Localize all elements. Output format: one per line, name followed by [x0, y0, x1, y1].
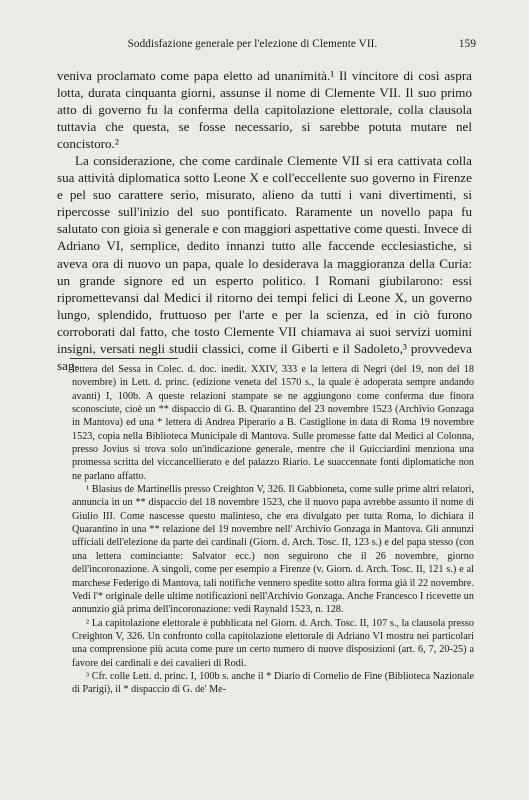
page-number: 159	[458, 38, 476, 50]
footnote-rule	[70, 358, 178, 359]
footnote: ² La capitolazione elettorale è pubblicata nel Giorn. d. Arch. Tosc. II, 107 s., la clausola presso Creighton V, 326. Un confronto colla capitolazione elettorale di Adriano VI mostra nei particolari una comprensione più acuta come pure un certo numero di nuove disposizioni (art. 6, 7, 20-25) a favore dei cardinali e dei cavalieri di Rodi.	[72, 617, 474, 669]
footnotes	[72, 363, 474, 697]
running-head: Soddisfazione generale per l'elezione di Clemente VII.	[127, 38, 378, 50]
paragraph: veniva proclamato come papa eletto ad unanimità.¹ Il vincitore di così aspra lotta, durata cinquanta giorni, assunse il nome di Clemente VII. Il suo primo atto di governo fu la conferma della capitolazione elettorale, colla clausola tuttavia che questa, se fosse necessario, si sarebbe potuta mutare nel concistoro.²	[57, 68, 472, 152]
main-text	[57, 67, 472, 374]
paragraph: La considerazione, che come cardinale Clemente VII si era cattivata colla sua attività diplomatica sotto Leone X e coll'eccellente suo governo in Firenze e pel suo carattere serio, misurato, alieno da tutti i vani divertimenti, si ripercosse sull'inizio del suo pontificato. Raramente un novello papa fu salutato con gioia sì generale e con maggiori aspettative come questi. Invece di Adriano VI, semplice, dedito innanzi tutto alle faccende ecclesiastiche, si aveva ora di nuovo un papa, quale lo desiderava la maggioranza della Curia: un grande signore ed un esperto politico. I Romani giubilarono: essi ripromettevansi dal Medici il ritorno dei tempi felici di Leone X, un governo lungo, splendido, fruttuoso per l'arte e per la scienza, ed in ciò furono corroborati dal fatto, che tosto Clemente VII chiamava ai suoi servizi uomini insigni, versati negli studii classici, come il Giberti e il Sadoleto,³ provvedeva sag-	[57, 153, 472, 373]
footnote: ¹ Blasius de Martinellis presso Creighton V, 326. Il Gabbioneta, come sulle prime altri relatori, annuncia in un ** dispaccio del 18 novembre 1523, che il nuovo papa avrebbe assunto il nome di Giulio III. Come nascesse questo malinteso, che era divulgato per tutta Roma, lo dichiara il Quarantino in una ** relazione del 19 novembre nell' Archivio Gonzaga in Mantova. Gli annunzi ufficiali dell'elezione da parte dei cardinali (Giorn. d. Arch. Tosc. II, 123 s.) e del papa stesso (con una lettera cominciante: Salvator ecc.) non seguirono che il 26 novembre, giorno dell'incoronazione. A singoli, come per esempio a Firenze (v. Giorn. d. Arch. Tosc. II, 121 s.) e al marchese Federigo di Mantova, tali notifiche vennero spedite sotto altra forma già il 22 novembre. Vedi l'* originale delle ultime notificazioni nell'Archivio Gonzaga. Anche Francesco I ricevette un annunzio già prima dell'incoronazione: vedi Raynald 1523, n. 128.	[72, 484, 474, 616]
footnote: ³ Cfr. colle Lett. d. princ. I, 100b s. anche il * Diario di Cornelio de Fine (Biblioteca Nazionale di Parigi), il * dispaccio di G. de' Me-	[72, 670, 474, 696]
footnote-continuation: lettera del Sessa in Colec. d. doc. inedit. XXIV, 333 e la lettera di Negri (del 19, non del 18 novembre) in Lett. d. princ. (edizione veneta del 1570 s., la quale è adoperata sempre andando avanti) I, 100b. A queste relazioni stampate se ne aggiungono come conferma due finora sconosciute, cioè un ** dispaccio di G. B. Quarantino del 23 novembre 1523 (Archivio Gonzaga in Mantova) ed una * lettera di Andrea Piperario a B. Castiglione in data di Roma 19 novembre 1523, copia nella Biblioteca Municipale di Mantova. Sulle promesse fatte dal Medici al Colonna, presso Jovius si trova solo un'indicazione generale, mentre che il Guicciardini menziona una promessa scritta del viccancellierato e del palazzo Riario. Le suaccennate fonti diplomatiche non ne parlano affatto.	[72, 364, 474, 482]
